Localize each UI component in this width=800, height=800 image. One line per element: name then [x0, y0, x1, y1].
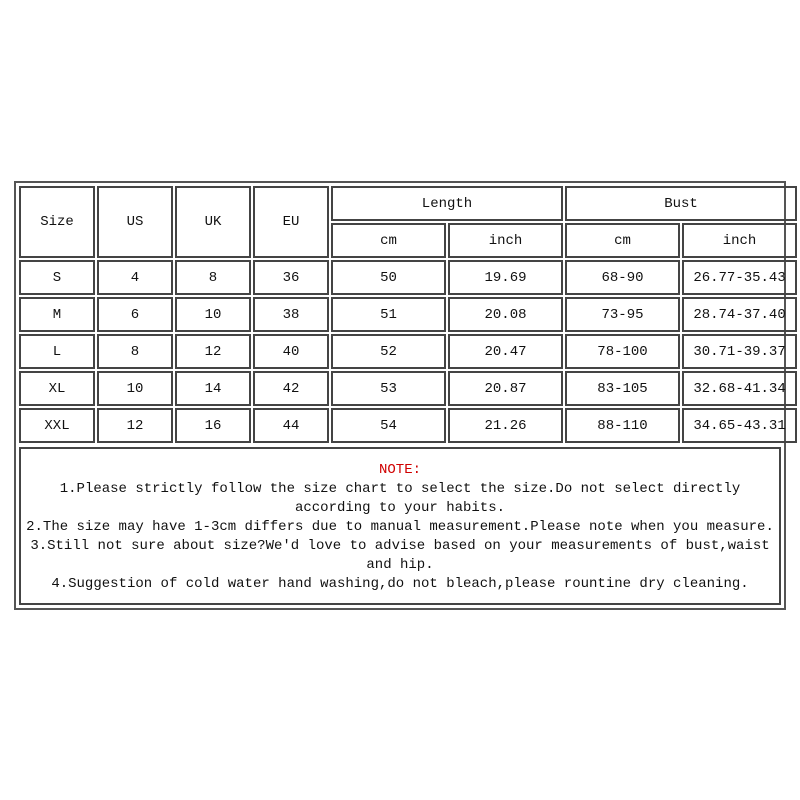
note-line: 1.Please strictly follow the size chart to select the size.Do not select directly according to your habits. — [59, 481, 741, 516]
cell-us: 10 — [97, 371, 173, 406]
cell-len-in: 19.69 — [448, 260, 563, 295]
cell-uk: 8 — [175, 260, 251, 295]
table-row — [19, 297, 797, 332]
cell-len-cm: 52 — [331, 334, 446, 369]
cell-us: 6 — [97, 297, 173, 332]
cell-bust-cm: 88-110 — [565, 408, 680, 443]
cell-uk: 16 — [175, 408, 251, 443]
table-row — [19, 260, 797, 295]
header-uk: UK — [175, 186, 251, 258]
cell-len-in: 20.87 — [448, 371, 563, 406]
cell-bust-in: 30.71-39.37 — [682, 334, 797, 369]
header-bust-inch: inch — [682, 223, 797, 258]
header-bust-cm: cm — [565, 223, 680, 258]
cell-bust-cm: 73-95 — [565, 297, 680, 332]
cell-bust-in: 26.77-35.43 — [682, 260, 797, 295]
header-length-cm: cm — [331, 223, 446, 258]
cell-uk: 12 — [175, 334, 251, 369]
cell-eu: 36 — [253, 260, 329, 295]
cell-bust-cm: 68-90 — [565, 260, 680, 295]
cell-len-in: 20.08 — [448, 297, 563, 332]
note-line: 2.The size may have 1-3cm differs due to manual measurement.Please note when you measure. — [26, 519, 774, 535]
header-length-inch: inch — [448, 223, 563, 258]
cell-eu: 44 — [253, 408, 329, 443]
note-line: 4.Suggestion of cold water hand washing,do not bleach,please rountine dry cleaning. — [51, 576, 749, 592]
cell-len-in: 20.47 — [448, 334, 563, 369]
cell-us: 8 — [97, 334, 173, 369]
cell-us: 12 — [97, 408, 173, 443]
cell-bust-in: 32.68-41.34 — [682, 371, 797, 406]
header-length: Length — [331, 186, 563, 221]
size-chart — [14, 181, 786, 610]
cell-us: 4 — [97, 260, 173, 295]
cell-bust-cm: 78-100 — [565, 334, 680, 369]
cell-uk: 14 — [175, 371, 251, 406]
cell-len-cm: 51 — [331, 297, 446, 332]
cell-uk: 10 — [175, 297, 251, 332]
cell-size: XL — [19, 371, 95, 406]
cell-eu: 38 — [253, 297, 329, 332]
header-bust: Bust — [565, 186, 797, 221]
cell-len-cm: 54 — [331, 408, 446, 443]
cell-size: L — [19, 334, 95, 369]
note-title: NOTE: — [378, 462, 421, 478]
cell-eu: 42 — [253, 371, 329, 406]
size-table — [17, 184, 799, 445]
cell-bust-in: 28.74-37.40 — [682, 297, 797, 332]
cell-bust-in: 34.65-43.31 — [682, 408, 797, 443]
cell-bust-cm: 83-105 — [565, 371, 680, 406]
note-line: 3.Still not sure about size?We'd love to advise based on your measurements of bust,waist and hip. — [30, 538, 770, 573]
header-eu: EU — [253, 186, 329, 258]
cell-len-cm: 53 — [331, 371, 446, 406]
header-size: Size — [19, 186, 95, 258]
table-row — [19, 408, 797, 443]
cell-eu: 40 — [253, 334, 329, 369]
header-us: US — [97, 186, 173, 258]
cell-len-cm: 50 — [331, 260, 446, 295]
table-row — [19, 371, 797, 406]
table-row — [19, 334, 797, 369]
cell-size: S — [19, 260, 95, 295]
cell-size: M — [19, 297, 95, 332]
cell-len-in: 21.26 — [448, 408, 563, 443]
cell-size: XXL — [19, 408, 95, 443]
note-box — [19, 447, 781, 605]
